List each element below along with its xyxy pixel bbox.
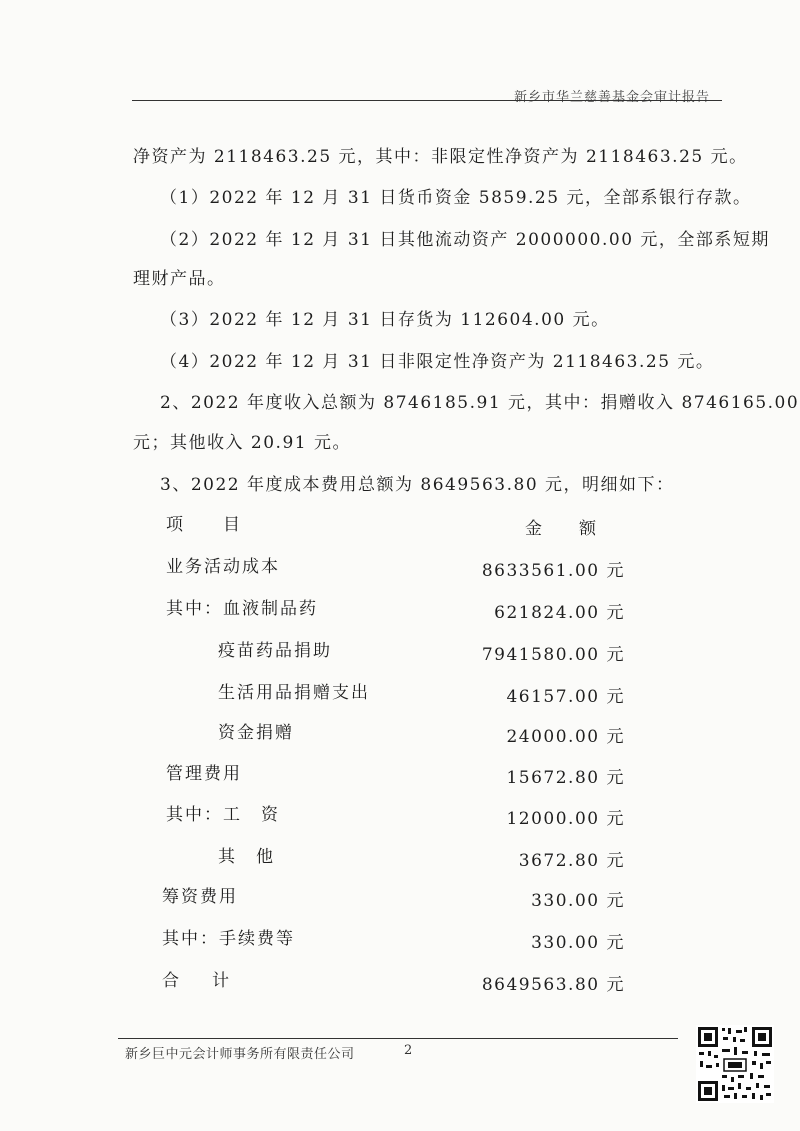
table-row-label: 其 他 xyxy=(218,847,275,867)
paragraph-current-assets-cont: 理财产品。 xyxy=(133,269,226,289)
footer-divider xyxy=(118,1038,678,1039)
table-row-label: 管理费用 xyxy=(166,764,242,784)
table-row-amount: 12000.00 元 xyxy=(506,809,625,829)
table-row-label: 其中：工 资 xyxy=(166,805,280,825)
table-row-amount: 8649563.80 元 xyxy=(481,975,625,995)
page-number: 2 xyxy=(404,1043,413,1058)
table-row-amount: 621824.00 元 xyxy=(494,603,625,623)
paragraph-current-assets: （2）2022 年 12 月 31 日其他流动资产 2000000.00 元，全部系短期 xyxy=(160,230,770,250)
table-row-amount: 3672.80 元 xyxy=(518,851,625,871)
paragraph-income: 2、2022 年度收入总额为 8746185.91 元，其中：捐赠收入 8746165.00 xyxy=(160,393,800,413)
table-row-amount: 8633561.00 元 xyxy=(481,561,625,581)
header-divider xyxy=(132,100,722,101)
table-row-amount: 330.00 元 xyxy=(531,933,625,953)
table-row-label: 业务活动成本 xyxy=(166,557,280,577)
table-row-amount: 24000.00 元 xyxy=(506,727,625,747)
paragraph-cash: （1）2022 年 12 月 31 日货币资金 5859.25 元，全部系银行存款。 xyxy=(160,188,752,208)
table-row-label: 合 计 xyxy=(162,971,237,991)
table-header-amount: 金 额 xyxy=(525,519,606,539)
paragraph-inventory: （3）2022 年 12 月 31 日存货为 112604.00 元。 xyxy=(160,310,610,330)
footer-firm-name: 新乡巨中元会计师事务所有限责任公司 xyxy=(125,1047,355,1062)
paragraph-expenses: 3、2022 年度成本费用总额为 8649563.80 元，明细如下： xyxy=(160,475,675,495)
table-row-label: 生活用品捐赠支出 xyxy=(218,683,370,703)
table-row-label: 其中：血液制品药 xyxy=(166,599,318,619)
qr-code-icon xyxy=(696,1025,774,1103)
table-row-amount: 7941580.00 元 xyxy=(481,645,625,665)
table-row-amount: 15672.80 元 xyxy=(506,768,625,788)
table-row-label: 疫苗药品捐助 xyxy=(218,641,332,661)
table-row-label: 资金捐赠 xyxy=(218,723,294,743)
paragraph-net-assets: 净资产为 2118463.25 元，其中：非限定性净资产为 2118463.25 元。 xyxy=(133,147,748,167)
paragraph-income-cont: 元；其他收入 20.91 元。 xyxy=(133,433,351,453)
table-row-amount: 330.00 元 xyxy=(531,891,625,911)
table-header-item: 项 目 xyxy=(166,515,242,535)
paragraph-unrestricted-assets: （4）2022 年 12 月 31 日非限定性净资产为 2118463.25 元。 xyxy=(160,352,715,372)
table-row-label: 筹资费用 xyxy=(162,887,238,907)
table-row-label: 其中：手续费等 xyxy=(162,929,295,949)
header-title: 新乡市华兰慈善基金会审计报告 xyxy=(513,90,710,105)
table-row-amount: 46157.00 元 xyxy=(506,687,625,707)
